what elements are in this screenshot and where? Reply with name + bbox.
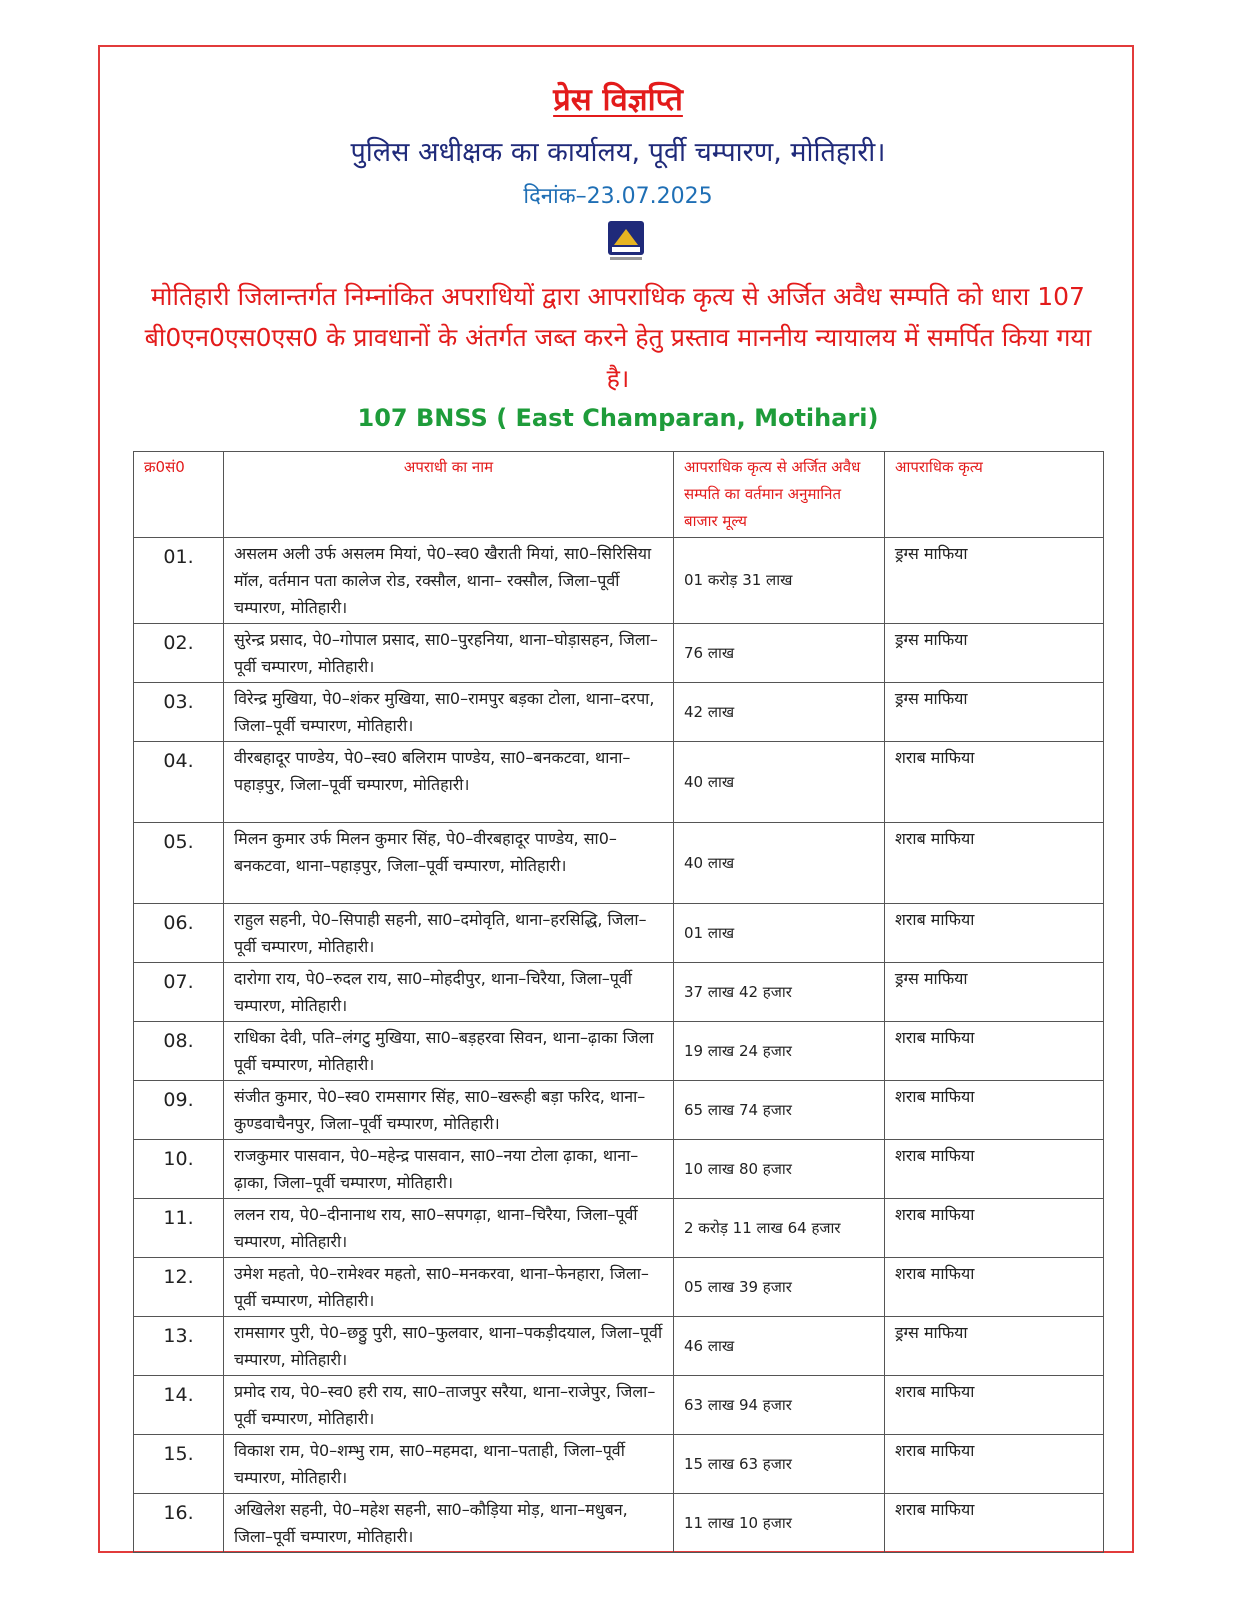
header-serial: क्र0सं0 — [134, 452, 224, 538]
property-value-cell: 11 लाख 10 हजार — [674, 1494, 885, 1553]
header-name: अपराधी का नाम — [224, 452, 674, 538]
property-value-cell: 05 लाख 39 हजार — [674, 1258, 885, 1317]
table-row — [134, 963, 1104, 1022]
office-name: पुलिस अधीक्षक का कार्यालय, पूर्वी चम्पारण, मोतिहारी। — [350, 137, 886, 168]
offender-name-cell: असलम अली उर्फ असलम मियां, पे0–स्व0 खैराती मियां, सा0–सिरिसिया मॉल, वर्तमान पता कालेज रोड, रक्सौल, थाना– रक्सौल, जिला–पूर्वी चम्पारण, मोतिहारी। — [224, 538, 674, 624]
offender-name-cell: दारोगा राय, पे0–रुदल राय, सा0–मोहदीपुर, थाना–चिरैया, जिला–पूर्वी चम्पारण, मोतिहारी। — [224, 963, 674, 1022]
table-row — [134, 1435, 1104, 1494]
property-value-cell: 37 लाख 42 हजार — [674, 963, 885, 1022]
intro-paragraph: मोतिहारी जिलान्तर्गत निम्नांकित अपराधियों द्वारा आपराधिक कृत्य से अर्जित अवैध सम्पति को धारा 107 बी0एन0एस0एस0 के प्रावधानों के अंतर्गत जब्त करने हेतु प्रस्ताव माननीय न्यायालय में समर्पित किया गया है। — [144, 282, 1092, 393]
serial-number-cell: 06. — [134, 904, 224, 963]
crime-type-cell: ड्रग्स माफिया — [885, 683, 1104, 742]
table-row — [134, 742, 1104, 823]
table-body — [134, 538, 1104, 1553]
serial-number-cell: 04. — [134, 742, 224, 823]
property-value-cell: 40 लाख — [674, 742, 885, 823]
crime-type-cell: शराब माफिया — [885, 1199, 1104, 1258]
property-value-cell: 40 लाख — [674, 823, 885, 904]
offender-name-cell: विकाश राम, पे0–शम्भु राम, सा0–महमदा, थाना–पताही, जिला–पूर्वी चम्पारण, मोतिहारी। — [224, 1435, 674, 1494]
serial-number-cell: 13. — [134, 1317, 224, 1376]
serial-number-cell: 14. — [134, 1376, 224, 1435]
offender-name-cell: राजकुमार पासवान, पे0–महेन्द्र पासवान, सा0–नया टोला ढ़ाका, थाना–ढ़ाका, जिला–पूर्वी चम्पारण, मोतिहारी। — [224, 1140, 674, 1199]
table-row — [134, 1258, 1104, 1317]
crime-type-cell: शराब माफिया — [885, 823, 1104, 904]
property-value-cell: 19 लाख 24 हजार — [674, 1022, 885, 1081]
property-value-cell: 15 लाख 63 हजार — [674, 1435, 885, 1494]
property-value-cell: 65 लाख 74 हजार — [674, 1081, 885, 1140]
crime-type-cell: शराब माफिया — [885, 742, 1104, 823]
serial-number-cell: 08. — [134, 1022, 224, 1081]
offender-name-cell: राधिका देवी, पति–लंगटु मुखिया, सा0–बड़हरवा सिवन, थाना–ढ़ाका जिला पूर्वी चम्पारण, मोतिहारी। — [224, 1022, 674, 1081]
crime-type-cell: शराब माफिया — [885, 1022, 1104, 1081]
table-row — [134, 1494, 1104, 1553]
bihar-police-emblem-icon — [604, 219, 648, 265]
table-row — [134, 1081, 1104, 1140]
serial-number-cell: 15. — [134, 1435, 224, 1494]
property-value-cell: 76 लाख — [674, 624, 885, 683]
crime-type-cell: शराब माफिया — [885, 1494, 1104, 1553]
serial-number-cell: 01. — [134, 538, 224, 624]
property-value-cell: 46 लाख — [674, 1317, 885, 1376]
table-row — [134, 683, 1104, 742]
press-release-title: प्रेस विज्ञप्ति — [553, 82, 683, 118]
property-value-cell: 10 लाख 80 हजार — [674, 1140, 885, 1199]
table-row — [134, 1376, 1104, 1435]
serial-number-cell: 12. — [134, 1258, 224, 1317]
offender-name-cell: संजीत कुमार, पे0–स्व0 रामसागर सिंह, सा0–खरूही बड़ा फरिद, थाना–कुण्डवाचैनपुर, जिला–पूर्वी चम्पारण, मोतिहारी। — [224, 1081, 674, 1140]
table-row — [134, 904, 1104, 963]
offender-name-cell: मिलन कुमार उर्फ मिलन कुमार सिंह, पे0–वीरबहादूर पाण्डेय, सा0–बनकटवा, थाना–पहाड़पुर, जिला–पूर्वी चम्पारण, मोतिहारी। — [224, 823, 674, 904]
serial-number-cell: 11. — [134, 1199, 224, 1258]
serial-number-cell: 16. — [134, 1494, 224, 1553]
table-row — [134, 1140, 1104, 1199]
crime-type-cell: ड्रग्स माफिया — [885, 963, 1104, 1022]
property-value-cell: 63 लाख 94 हजार — [674, 1376, 885, 1435]
offender-name-cell: रामसागर पुरी, पे0–छठ्ठु पुरी, सा0–फुलवार, थाना–पकड़ीदयाल, जिला–पूर्वी चम्पारण, मोतिहारी। — [224, 1317, 674, 1376]
table-row — [134, 538, 1104, 624]
property-value-cell: 01 लाख — [674, 904, 885, 963]
release-date: दिनांक–23.07.2025 — [523, 184, 713, 209]
offender-name-cell: सुरेन्द्र प्रसाद, पे0–गोपाल प्रसाद, सा0–पुरहनिया, थाना–घोड़ासहन, जिला–पूर्वी चम्पारण, मोतिहारी। — [224, 624, 674, 683]
table-header-row — [134, 452, 1104, 538]
serial-number-cell: 10. — [134, 1140, 224, 1199]
crime-type-cell: शराब माफिया — [885, 1376, 1104, 1435]
header-crime: आपराधिक कृत्य — [885, 452, 1104, 538]
property-value-cell: 2 करोड़ 11 लाख 64 हजार — [674, 1199, 885, 1258]
offender-name-cell: विरेन्द्र मुखिया, पे0–शंकर मुखिया, सा0–रामपुर बड़का टोला, थाना–दरपा, जिला–पूर्वी चम्पारण, मोतिहारी। — [224, 683, 674, 742]
serial-number-cell: 07. — [134, 963, 224, 1022]
crime-type-cell: शराब माफिया — [885, 1258, 1104, 1317]
serial-number-cell: 05. — [134, 823, 224, 904]
offender-name-cell: ललन राय, पे0–दीनानाथ राय, सा0–सपगढ़ा, थाना–चिरैया, जिला–पूर्वी चम्पारण, मोतिहारी। — [224, 1199, 674, 1258]
header-value: आपराधिक कृत्य से अर्जित अवैध सम्पति का वर्तमान अनुमानित बाजार मूल्य — [674, 452, 885, 538]
crime-type-cell: ड्रग्स माफिया — [885, 538, 1104, 624]
crime-type-cell: शराब माफिया — [885, 1140, 1104, 1199]
section-subheading: 107 BNSS ( East Champaran, Motihari) — [357, 404, 879, 432]
crime-type-cell: शराब माफिया — [885, 1081, 1104, 1140]
offender-name-cell: अखिलेश सहनी, पे0–महेश सहनी, सा0–कौड़िया मोड़, थाना–मधुबन, जिला–पूर्वी चम्पारण, मोतिहारी। — [224, 1494, 674, 1553]
table-row — [134, 1022, 1104, 1081]
offender-name-cell: प्रमोद राय, पे0–स्व0 हरी राय, सा0–ताजपुर सरैया, थाना–राजेपुर, जिला–पूर्वी चम्पारण, मोतिहारी। — [224, 1376, 674, 1435]
crime-type-cell: शराब माफिया — [885, 1435, 1104, 1494]
property-value-cell: 42 लाख — [674, 683, 885, 742]
crime-type-cell: ड्रग्स माफिया — [885, 624, 1104, 683]
property-value-cell: 01 करोड़ 31 लाख — [674, 538, 885, 624]
serial-number-cell: 09. — [134, 1081, 224, 1140]
offender-name-cell: राहुल सहनी, पे0–सिपाही सहनी, सा0–दमोवृति, थाना–हरसिद्धि, जिला–पूर्वी चम्पारण, मोतिहारी। — [224, 904, 674, 963]
table-row — [134, 1317, 1104, 1376]
offender-name-cell: वीरबहादूर पाण्डेय, पे0–स्व0 बलिराम पाण्डेय, सा0–बनकटवा, थाना–पहाड़पुर, जिला–पूर्वी चम्पारण, मोतिहारी। — [224, 742, 674, 823]
table-row — [134, 1199, 1104, 1258]
serial-number-cell: 03. — [134, 683, 224, 742]
offender-name-cell: उमेश महतो, पे0–रामेश्वर महतो, सा0–मनकरवा, थाना–फेनहारा, जिला–पूर्वी चम्पारण, मोतिहारी। — [224, 1258, 674, 1317]
serial-number-cell: 02. — [134, 624, 224, 683]
crime-type-cell: शराब माफिया — [885, 904, 1104, 963]
crime-type-cell: ड्रग्स माफिया — [885, 1317, 1104, 1376]
offenders-table — [133, 451, 1104, 1553]
table-row — [134, 823, 1104, 904]
table-row — [134, 624, 1104, 683]
